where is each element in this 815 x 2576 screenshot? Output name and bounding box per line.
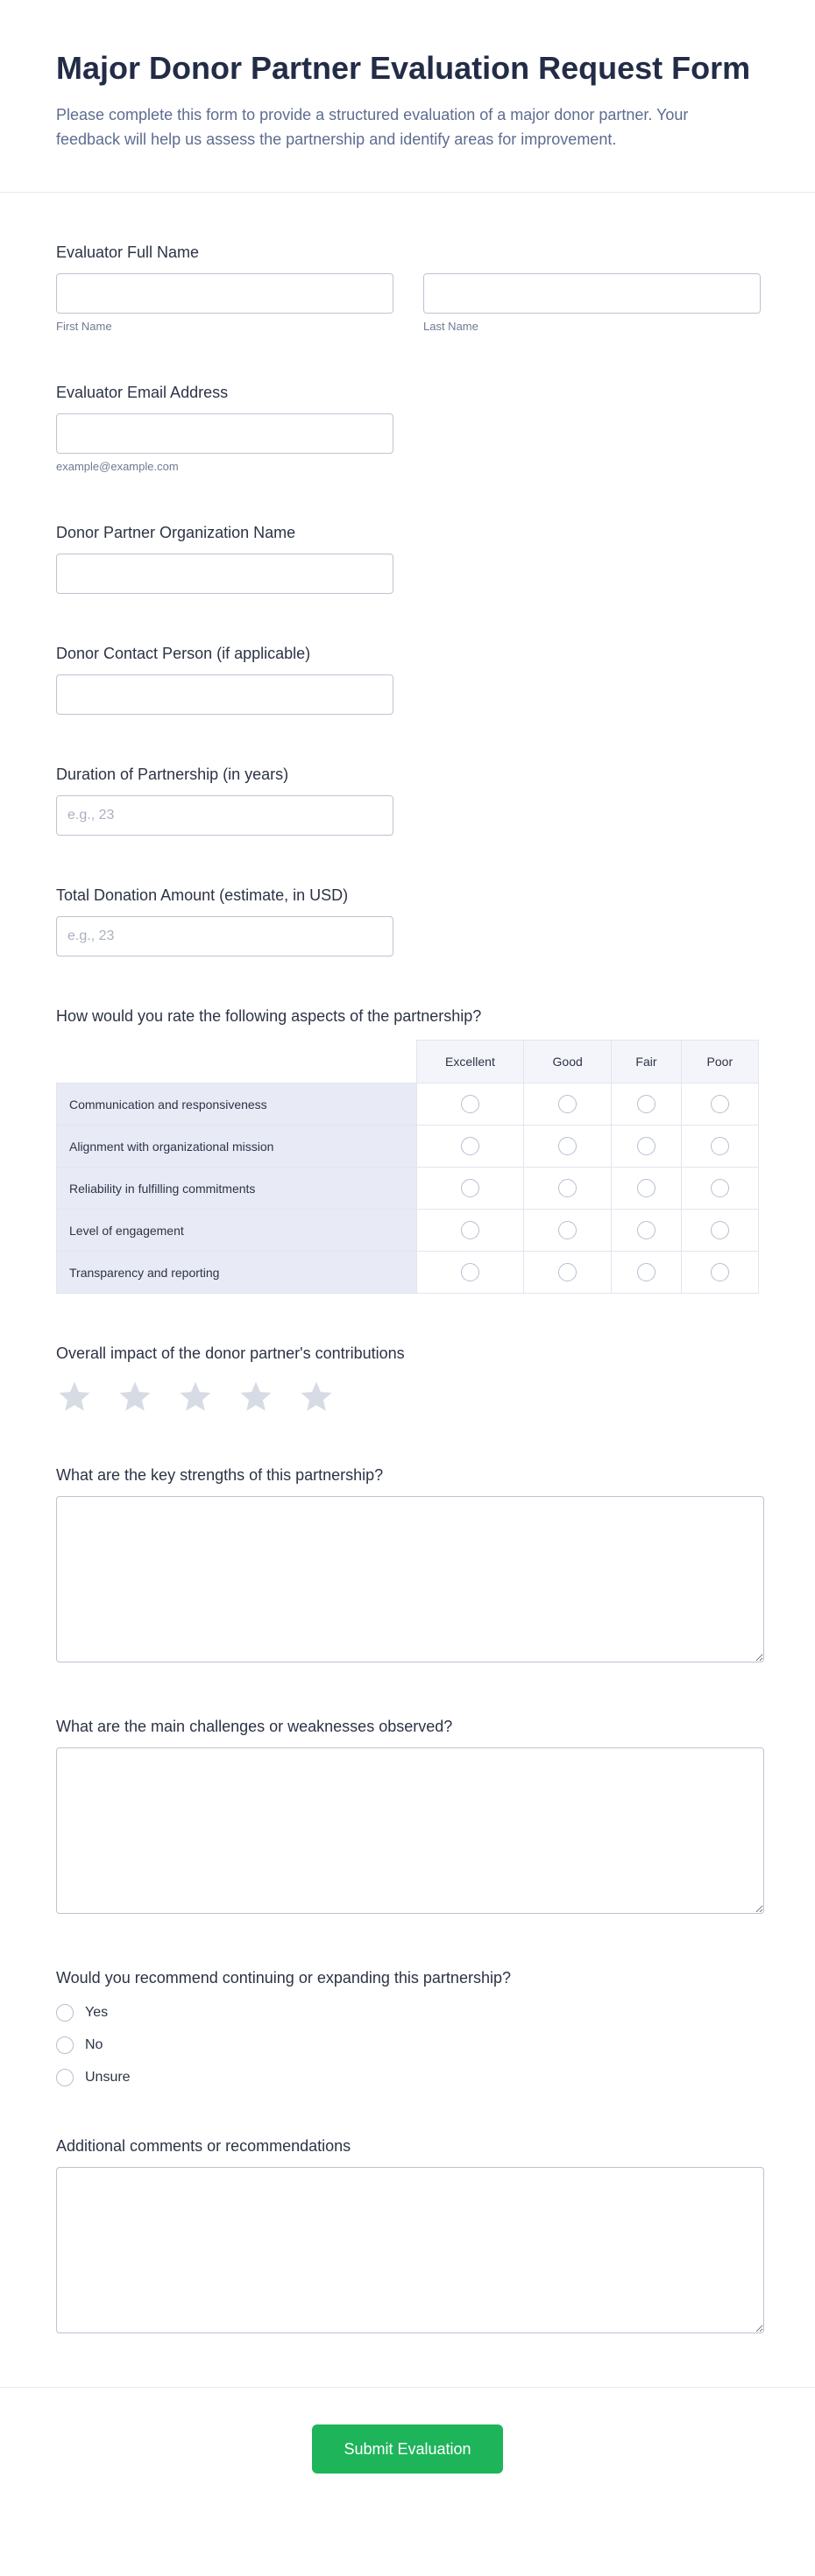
- last-name-group: [423, 273, 761, 333]
- name-row: [56, 273, 759, 333]
- strengths-textarea[interactable]: [56, 1496, 764, 1662]
- header-divider: [0, 192, 815, 193]
- radio-icon[interactable]: [461, 1263, 479, 1281]
- rating-matrix-table: [56, 1040, 759, 1294]
- radio-icon[interactable]: [637, 1137, 656, 1155]
- radio-icon[interactable]: [637, 1095, 656, 1113]
- star-icon[interactable]: [237, 1379, 274, 1415]
- matrix-radio-cell[interactable]: [681, 1210, 758, 1252]
- radio-icon[interactable]: [637, 1179, 656, 1197]
- question-contact-person: [56, 645, 759, 715]
- radio-icon[interactable]: [637, 1221, 656, 1239]
- star-rating: [56, 1379, 759, 1415]
- duration-label: Duration of Partnership (in years): [56, 766, 289, 784]
- question-donation-amount: [56, 886, 759, 956]
- matrix-radio-cell[interactable]: [524, 1252, 612, 1294]
- matrix-radio-cell[interactable]: [612, 1083, 681, 1126]
- matrix-radio-cell[interactable]: [524, 1126, 612, 1168]
- matrix-radio-cell[interactable]: [416, 1252, 523, 1294]
- star-icon[interactable]: [56, 1379, 93, 1415]
- radio-icon[interactable]: [56, 2036, 74, 2054]
- radio-icon[interactable]: [711, 1263, 729, 1281]
- contact-person-input[interactable]: [56, 674, 393, 715]
- radio-icon[interactable]: [711, 1179, 729, 1197]
- recommend-option-label: Yes: [85, 2005, 109, 2021]
- organization-input[interactable]: [56, 554, 393, 594]
- challenges-label: What are the main challenges or weaknesses observed?: [56, 1718, 453, 1736]
- radio-icon[interactable]: [461, 1137, 479, 1155]
- matrix-radio-cell[interactable]: [612, 1126, 681, 1168]
- matrix-row-label: Transparency and reporting: [57, 1252, 417, 1294]
- matrix-radio-cell[interactable]: [612, 1168, 681, 1210]
- matrix-radio-cell[interactable]: [524, 1083, 612, 1126]
- last-name-input[interactable]: [423, 273, 761, 314]
- last-name-sublabel: Last Name: [423, 320, 478, 334]
- radio-icon[interactable]: [558, 1221, 577, 1239]
- star-icon[interactable]: [298, 1379, 335, 1415]
- matrix-radio-cell[interactable]: [524, 1168, 612, 1210]
- matrix-radio-cell[interactable]: [416, 1210, 523, 1252]
- recommend-option-no[interactable]: [56, 2036, 759, 2054]
- recommend-option-yes[interactable]: [56, 2004, 759, 2022]
- matrix-radio-cell[interactable]: [612, 1252, 681, 1294]
- matrix-row-transparency: [57, 1252, 759, 1294]
- radio-icon[interactable]: [461, 1179, 479, 1197]
- form-description: Please complete this form to provide a structured evaluation of a major donor partner. Your feedback will help us assess the partnership and identify areas for improvement.: [56, 106, 689, 149]
- question-challenges: [56, 1718, 759, 1918]
- challenges-textarea[interactable]: [56, 1747, 764, 1914]
- radio-icon[interactable]: [711, 1095, 729, 1113]
- question-comments: [56, 2137, 759, 2338]
- recommend-option-label: Unsure: [85, 2070, 131, 2086]
- question-organization: [56, 524, 759, 594]
- matrix-row-label: Reliability in fulfilling commitments: [57, 1168, 417, 1210]
- radio-icon[interactable]: [558, 1179, 577, 1197]
- star-icon[interactable]: [177, 1379, 214, 1415]
- comments-textarea[interactable]: [56, 2167, 764, 2333]
- first-name-input[interactable]: [56, 273, 393, 314]
- donation-amount-input[interactable]: [56, 916, 393, 956]
- full-name-label: Evaluator Full Name: [56, 243, 200, 262]
- matrix-row-label: Alignment with organizational mission: [57, 1126, 417, 1168]
- matrix-row-alignment: [57, 1126, 759, 1168]
- matrix-radio-cell[interactable]: [416, 1168, 523, 1210]
- matrix-col-fair: Fair: [612, 1041, 681, 1083]
- email-input[interactable]: [56, 413, 393, 454]
- radio-icon[interactable]: [558, 1137, 577, 1155]
- radio-icon[interactable]: [56, 2069, 74, 2086]
- matrix-row-label: Communication and responsiveness: [57, 1083, 417, 1126]
- form-header: [0, 0, 815, 192]
- strengths-label: What are the key strengths of this partnership?: [56, 1466, 384, 1485]
- star-rating-label: Overall impact of the donor partner's contributions: [56, 1344, 405, 1363]
- organization-label: Donor Partner Organization Name: [56, 524, 296, 542]
- matrix-col-poor: Poor: [681, 1041, 758, 1083]
- form-title: Major Donor Partner Evaluation Request Form: [56, 50, 751, 86]
- star-icon[interactable]: [117, 1379, 153, 1415]
- radio-icon[interactable]: [56, 2004, 74, 2022]
- radio-icon[interactable]: [461, 1221, 479, 1239]
- question-recommend: [56, 1969, 759, 2086]
- question-star-rating: [56, 1344, 759, 1415]
- question-full-name: [56, 243, 759, 333]
- matrix-radio-cell[interactable]: [524, 1210, 612, 1252]
- first-name-sublabel: First Name: [56, 320, 112, 334]
- recommend-label: Would you recommend continuing or expanding this partnership?: [56, 1969, 511, 1987]
- radio-icon[interactable]: [711, 1221, 729, 1239]
- question-rating-matrix: [56, 1007, 759, 1294]
- recommend-option-label: No: [85, 2037, 103, 2053]
- question-email: [56, 384, 759, 473]
- form-body: [0, 243, 815, 2338]
- matrix-row-communication: [57, 1083, 759, 1126]
- radio-icon[interactable]: [711, 1137, 729, 1155]
- radio-icon[interactable]: [637, 1263, 656, 1281]
- matrix-corner-cell: [57, 1041, 417, 1083]
- question-strengths: [56, 1466, 759, 1667]
- matrix-radio-cell[interactable]: [416, 1126, 523, 1168]
- matrix-radio-cell[interactable]: [681, 1168, 758, 1210]
- radio-icon[interactable]: [558, 1095, 577, 1113]
- question-duration: [56, 766, 759, 836]
- matrix-radio-cell[interactable]: [612, 1210, 681, 1252]
- matrix-row-label: Level of engagement: [57, 1210, 417, 1252]
- first-name-group: [56, 273, 393, 333]
- matrix-header-row: [57, 1041, 759, 1083]
- duration-input[interactable]: [56, 795, 393, 836]
- matrix-radio-cell[interactable]: [681, 1252, 758, 1294]
- submit-section: [0, 2387, 815, 2523]
- matrix-row-reliability: [57, 1168, 759, 1210]
- matrix-col-excellent: Excellent: [416, 1041, 523, 1083]
- radio-icon[interactable]: [558, 1263, 577, 1281]
- matrix-radio-cell[interactable]: [681, 1083, 758, 1126]
- matrix-row-engagement: [57, 1210, 759, 1252]
- radio-icon[interactable]: [461, 1095, 479, 1113]
- matrix-radio-cell[interactable]: [416, 1083, 523, 1126]
- donation-amount-label: Total Donation Amount (estimate, in USD): [56, 886, 349, 905]
- recommend-option-unsure[interactable]: [56, 2069, 759, 2086]
- contact-person-label: Donor Contact Person (if applicable): [56, 645, 311, 663]
- matrix-label: How would you rate the following aspects of the partnership?: [56, 1007, 482, 1026]
- matrix-col-good: Good: [524, 1041, 612, 1083]
- matrix-radio-cell[interactable]: [681, 1126, 758, 1168]
- comments-label: Additional comments or recommendations: [56, 2137, 351, 2156]
- email-label: Evaluator Email Address: [56, 384, 229, 402]
- submit-button[interactable]: Submit Evaluation: [312, 2424, 502, 2474]
- email-sublabel: example@example.com: [56, 460, 179, 474]
